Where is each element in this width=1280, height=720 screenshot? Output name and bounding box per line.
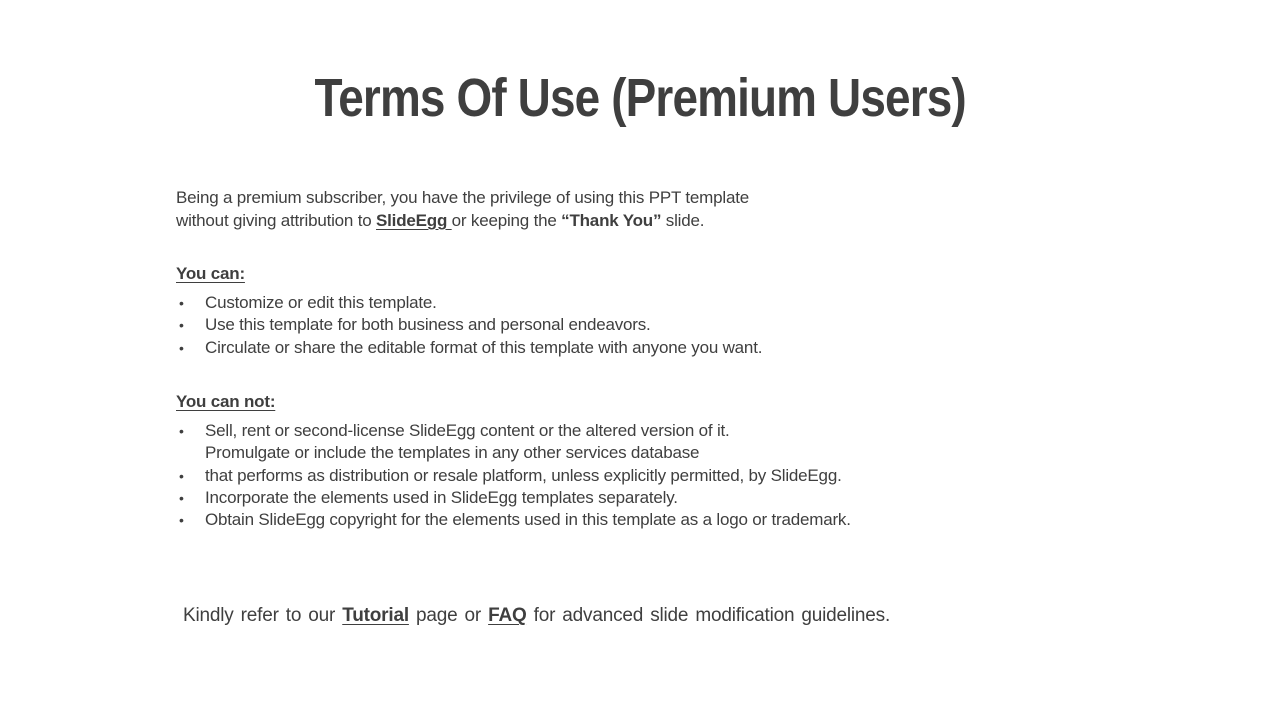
list-item <box>176 314 996 336</box>
list-item-text: Obtain SlideEgg copyright for the elements used in this template as a logo or trademark. <box>205 510 851 530</box>
footer-post: for advanced slide modification guidelines. <box>526 605 891 626</box>
you-can-not-list <box>176 420 996 531</box>
bullet-icon: • <box>179 317 184 334</box>
bullet-icon: • <box>179 512 184 529</box>
you-can-list <box>176 292 996 359</box>
intro-line1: Being a premium subscriber, you have the privilege of using this PPT template <box>176 188 749 207</box>
tutorial-link[interactable]: Tutorial <box>342 605 409 626</box>
list-item <box>176 420 996 465</box>
list-item <box>176 487 996 509</box>
intro-paragraph <box>176 186 876 232</box>
bullet-icon: • <box>179 295 184 311</box>
list-item-text: Customize or edit this template. <box>205 293 437 312</box>
page-title <box>0 68 1280 128</box>
thank-you-emphasis: “Thank You” <box>561 211 662 230</box>
page-title-text: Terms Of Use (Premium Users) <box>314 68 966 128</box>
slideegg-link[interactable]: SlideEgg <box>376 211 452 230</box>
you-can-not-heading: You can not: <box>176 392 276 411</box>
you-can-heading: You can: <box>176 264 245 283</box>
faq-link[interactable]: FAQ <box>488 605 527 626</box>
intro-line2-post: slide. <box>661 211 705 230</box>
list-item <box>176 337 996 359</box>
list-item-text: that performs as distribution or resale platform, unless explicitly permitted, by SlideEgg. <box>205 465 842 485</box>
list-item-text: Use this template for both business and personal endeavors. <box>205 315 651 335</box>
intro-line2-mid: or keeping the <box>451 211 562 230</box>
list-item-text: Sell, rent or second-license SlideEgg content or the altered version of it. Promulgate or include the templates in any other services database <box>205 421 730 463</box>
footer-pre: Kindly refer to our <box>183 605 343 626</box>
list-item <box>176 465 996 487</box>
footer-note <box>183 603 890 629</box>
list-item-text: Circulate or share the editable format of this template with anyone you want. <box>205 337 763 357</box>
intro-line2-pre: without giving attribution to <box>176 211 377 230</box>
list-item <box>176 509 996 531</box>
bullet-icon: • <box>179 339 184 356</box>
list-item <box>176 292 996 314</box>
footer-mid: page or <box>408 605 489 626</box>
list-item-text: Incorporate the elements used in SlideEgg templates separately. <box>205 487 678 507</box>
bullet-icon: • <box>179 489 184 506</box>
bullet-icon: • <box>179 467 184 484</box>
bullet-icon: • <box>179 423 184 439</box>
